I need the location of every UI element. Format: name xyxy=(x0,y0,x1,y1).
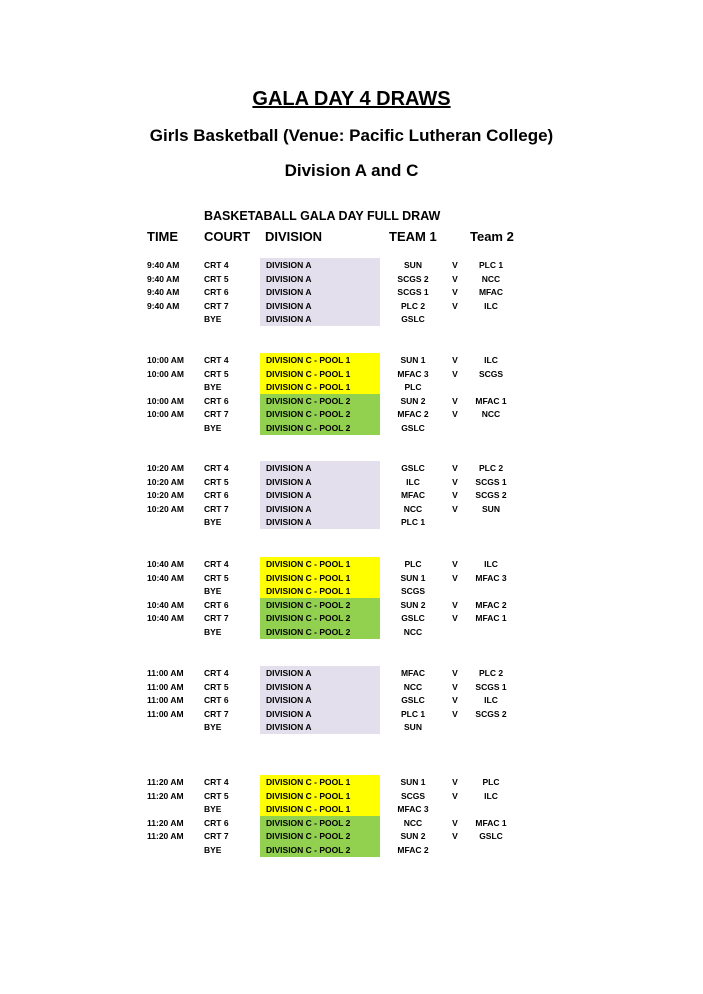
row-division: DIVISION C - POOL 1 xyxy=(260,571,380,585)
row-division: DIVISION A xyxy=(260,312,380,326)
table-row xyxy=(0,353,703,367)
page-title: GALA DAY 4 DRAWS xyxy=(252,88,451,110)
row-time: 11:00 AM xyxy=(147,668,184,678)
page-subtitle: Girls Basketball (Venue: Pacific Lutheran College) xyxy=(149,126,554,145)
row-time: 11:20 AM xyxy=(147,817,184,828)
row-versus: V xyxy=(452,831,458,842)
table-row xyxy=(0,299,703,313)
row-court: CRT 6 xyxy=(204,287,229,298)
table-row xyxy=(0,789,703,803)
row-division: DIVISION C - POOL 2 xyxy=(260,625,380,639)
row-division: DIVISION A xyxy=(260,285,380,299)
row-court: CRT 6 xyxy=(204,490,229,501)
row-division: DIVISION A xyxy=(260,272,380,286)
row-team-2: PLC 1 xyxy=(478,260,504,270)
row-court: CRT 6 xyxy=(204,395,229,406)
row-court: CRT 4 xyxy=(204,260,229,270)
table-row xyxy=(0,258,703,272)
row-court: CRT 5 xyxy=(204,476,229,487)
row-versus: V xyxy=(452,708,458,719)
row-versus: V xyxy=(452,790,458,801)
row-team-2: ILC xyxy=(484,355,498,365)
header-time: TIME xyxy=(147,229,179,244)
row-team-1: SUN 1 xyxy=(400,355,426,365)
table-row xyxy=(0,488,703,502)
row-time: 10:00 AM xyxy=(147,395,185,406)
row-team-1: MFAC 3 xyxy=(397,368,429,379)
row-division: DIVISION C - POOL 1 xyxy=(260,584,380,598)
table-row xyxy=(0,394,703,408)
table-row xyxy=(0,312,703,326)
row-court: CRT 5 xyxy=(204,572,229,583)
row-court: CRT 4 xyxy=(204,559,229,569)
row-team-2: SCGS 1 xyxy=(475,681,507,692)
row-team-2: SCGS 2 xyxy=(475,490,507,501)
row-court: CRT 5 xyxy=(204,681,229,692)
row-versus: V xyxy=(452,476,458,487)
row-court: CRT 6 xyxy=(204,817,229,828)
table-row xyxy=(0,829,703,843)
row-division: DIVISION C - POOL 2 xyxy=(260,843,380,857)
row-time: 10:20 AM xyxy=(147,476,185,487)
row-team-2: NCC xyxy=(481,273,501,284)
row-time: 10:00 AM xyxy=(147,368,185,379)
table-row xyxy=(0,720,703,734)
table-row xyxy=(0,285,703,299)
row-versus: V xyxy=(452,817,458,828)
row-court: CRT 7 xyxy=(204,300,229,311)
row-team-1: SCGS xyxy=(400,790,426,801)
row-division: DIVISION C - POOL 2 xyxy=(260,611,380,625)
row-division: DIVISION C - POOL 1 xyxy=(260,775,380,789)
row-team-1: MFAC 3 xyxy=(397,804,429,815)
row-court: BYE xyxy=(204,517,222,528)
row-team-1: SUN 2 xyxy=(400,599,426,610)
row-court: BYE xyxy=(204,804,222,815)
row-time: 9:40 AM xyxy=(147,287,180,298)
table-caption: BASKETABALL GALA DAY FULL DRAW xyxy=(204,209,441,223)
row-court: CRT 5 xyxy=(204,273,229,284)
table-row xyxy=(0,272,703,286)
row-versus: V xyxy=(452,300,458,311)
row-time: 9:40 AM xyxy=(147,260,180,270)
row-time: 11:00 AM xyxy=(147,708,184,719)
row-division: DIVISION A xyxy=(260,258,380,272)
division-heading: Division A and C xyxy=(284,161,419,180)
row-court: CRT 7 xyxy=(204,708,229,719)
row-team-1: NCC xyxy=(403,817,423,828)
row-time: 10:40 AM xyxy=(147,572,185,583)
row-division: DIVISION C - POOL 2 xyxy=(260,816,380,830)
table-row xyxy=(0,816,703,830)
table-row xyxy=(0,571,703,585)
row-versus: V xyxy=(452,273,458,284)
row-team-1: MFAC 2 xyxy=(397,845,429,855)
row-division: DIVISION C - POOL 2 xyxy=(260,829,380,843)
row-court: BYE xyxy=(204,382,222,393)
row-team-1: PLC xyxy=(404,382,422,393)
row-team-1: PLC 2 xyxy=(400,300,426,311)
row-time: 9:40 AM xyxy=(147,300,180,311)
row-versus: V xyxy=(452,503,458,514)
row-team-1: NCC xyxy=(403,681,423,692)
row-versus: V xyxy=(452,695,458,706)
table-row xyxy=(0,680,703,694)
row-division: DIVISION C - POOL 1 xyxy=(260,789,380,803)
row-team-1: SUN 1 xyxy=(400,572,426,583)
row-division: DIVISION C - POOL 2 xyxy=(260,421,380,435)
row-court: CRT 6 xyxy=(204,695,229,706)
row-team-2: ILC xyxy=(484,695,498,706)
row-team-2: MFAC xyxy=(478,287,504,298)
row-court: BYE xyxy=(204,722,222,733)
row-versus: V xyxy=(452,355,458,365)
table-row xyxy=(0,843,703,857)
row-division: DIVISION A xyxy=(260,475,380,489)
row-team-1: SUN 2 xyxy=(400,395,426,406)
row-team-1: GSLC xyxy=(401,423,425,433)
row-time: 10:20 AM xyxy=(147,503,185,514)
row-time: 11:00 AM xyxy=(147,695,184,706)
row-division: DIVISION A xyxy=(260,707,380,721)
row-versus: V xyxy=(452,668,458,678)
row-time: 11:20 AM xyxy=(147,790,184,801)
row-team-1: ILC xyxy=(406,476,420,487)
row-team-2: MFAC 1 xyxy=(475,817,507,828)
row-time: 10:20 AM xyxy=(147,490,185,501)
table-row xyxy=(0,611,703,625)
row-team-1: NCC xyxy=(403,503,423,514)
row-team-2: PLC 2 xyxy=(478,668,504,678)
row-time: 10:20 AM xyxy=(147,463,185,473)
row-division: DIVISION C - POOL 1 xyxy=(260,557,380,571)
row-versus: V xyxy=(452,490,458,501)
row-time: 10:00 AM xyxy=(147,355,185,365)
row-team-1: PLC 1 xyxy=(400,517,426,528)
row-team-1: GSLC xyxy=(401,613,425,624)
table-row xyxy=(0,775,703,789)
row-team-1: MFAC xyxy=(400,668,426,678)
row-team-1: SUN 1 xyxy=(400,777,426,787)
row-team-1: SCGS 1 xyxy=(397,287,429,298)
row-team-1: GSLC xyxy=(401,695,425,706)
row-versus: V xyxy=(452,368,458,379)
table-row xyxy=(0,515,703,529)
header-court: COURT xyxy=(204,229,251,244)
row-division: DIVISION C - POOL 2 xyxy=(260,394,380,408)
row-court: CRT 4 xyxy=(204,777,229,787)
row-team-2: MFAC 2 xyxy=(475,599,507,610)
row-division: DIVISION A xyxy=(260,666,380,680)
row-team-1: PLC 1 xyxy=(400,708,426,719)
row-court: BYE xyxy=(204,314,222,325)
row-court: BYE xyxy=(204,627,222,637)
row-court: CRT 5 xyxy=(204,368,229,379)
row-team-1: SCGS 2 xyxy=(397,273,429,284)
row-team-2: ILC xyxy=(484,300,498,311)
row-team-2: MFAC 1 xyxy=(475,395,507,406)
row-team-2: SCGS 1 xyxy=(475,476,507,487)
row-court: CRT 7 xyxy=(204,613,229,624)
row-division: DIVISION A xyxy=(260,693,380,707)
table-row xyxy=(0,421,703,435)
row-team-2: ILC xyxy=(484,790,498,801)
row-division: DIVISION C - POOL 1 xyxy=(260,353,380,367)
header-team-2: Team 2 xyxy=(470,229,514,244)
row-team-1: SCGS xyxy=(400,586,426,597)
row-division: DIVISION A xyxy=(260,299,380,313)
row-division: DIVISION A xyxy=(260,720,380,734)
row-court: CRT 4 xyxy=(204,463,229,473)
row-team-2: MFAC 1 xyxy=(475,613,507,624)
row-versus: V xyxy=(452,777,458,787)
row-division: DIVISION C - POOL 1 xyxy=(260,802,380,816)
row-division: DIVISION A xyxy=(260,515,380,529)
row-versus: V xyxy=(452,599,458,610)
row-time: 11:20 AM xyxy=(147,777,184,787)
row-team-2: SUN xyxy=(482,503,500,514)
row-court: CRT 6 xyxy=(204,599,229,610)
row-division: DIVISION C - POOL 1 xyxy=(260,380,380,394)
table-row xyxy=(0,380,703,394)
row-team-1: SUN xyxy=(404,260,422,270)
row-team-2: PLC xyxy=(482,777,500,787)
row-versus: V xyxy=(452,395,458,406)
row-time: 10:00 AM xyxy=(147,409,185,420)
row-court: CRT 7 xyxy=(204,503,229,514)
row-division: DIVISION C - POOL 2 xyxy=(260,407,380,421)
row-team-2: SCGS 2 xyxy=(475,708,507,719)
row-court: CRT 4 xyxy=(204,355,229,365)
row-versus: V xyxy=(452,681,458,692)
row-team-1: MFAC xyxy=(400,490,426,501)
row-versus: V xyxy=(452,260,458,270)
row-team-1: GSLC xyxy=(401,463,425,473)
table-row xyxy=(0,461,703,475)
row-division: DIVISION A xyxy=(260,461,380,475)
row-court: BYE xyxy=(204,423,222,433)
row-team-1: GSLC xyxy=(401,314,425,325)
table-row xyxy=(0,557,703,571)
table-row xyxy=(0,367,703,381)
row-time: 10:40 AM xyxy=(147,613,185,624)
row-team-2: MFAC 3 xyxy=(475,572,507,583)
row-time: 11:00 AM xyxy=(147,681,184,692)
row-team-1: SUN 2 xyxy=(400,831,426,842)
row-versus: V xyxy=(452,287,458,298)
row-team-1: SUN xyxy=(404,722,422,733)
row-team-1: MFAC 2 xyxy=(397,409,429,420)
row-court: CRT 7 xyxy=(204,409,229,420)
row-court: CRT 4 xyxy=(204,668,229,678)
row-versus: V xyxy=(452,409,458,420)
row-team-2: ILC xyxy=(484,559,498,569)
row-team-2: GSLC xyxy=(479,831,503,842)
table-row xyxy=(0,802,703,816)
table-row xyxy=(0,407,703,421)
row-time: 11:20 AM xyxy=(147,831,184,842)
table-row xyxy=(0,584,703,598)
row-court: BYE xyxy=(204,845,222,855)
row-court: CRT 7 xyxy=(204,831,229,842)
row-versus: V xyxy=(452,613,458,624)
header-division: DIVISION xyxy=(265,229,323,244)
row-versus: V xyxy=(452,572,458,583)
table-row xyxy=(0,598,703,612)
row-team-2: SCGS xyxy=(478,368,504,379)
table-row xyxy=(0,693,703,707)
row-team-2: NCC xyxy=(481,409,501,420)
header-team-1: TEAM 1 xyxy=(389,229,437,244)
row-division: DIVISION C - POOL 2 xyxy=(260,598,380,612)
row-versus: V xyxy=(452,559,458,569)
row-court: CRT 5 xyxy=(204,790,229,801)
row-team-1: NCC xyxy=(403,627,423,637)
row-time: 10:40 AM xyxy=(147,559,185,569)
row-division: DIVISION C - POOL 1 xyxy=(260,367,380,381)
table-row xyxy=(0,475,703,489)
table-row xyxy=(0,666,703,680)
row-time: 10:40 AM xyxy=(147,599,185,610)
row-time: 9:40 AM xyxy=(147,273,180,284)
row-court: BYE xyxy=(204,586,222,597)
row-team-1: PLC xyxy=(404,559,422,569)
row-division: DIVISION A xyxy=(260,488,380,502)
row-division: DIVISION A xyxy=(260,502,380,516)
table-row xyxy=(0,707,703,721)
row-division: DIVISION A xyxy=(260,680,380,694)
row-versus: V xyxy=(452,463,458,473)
table-row xyxy=(0,625,703,639)
row-team-2: PLC 2 xyxy=(478,463,504,473)
table-row xyxy=(0,502,703,516)
